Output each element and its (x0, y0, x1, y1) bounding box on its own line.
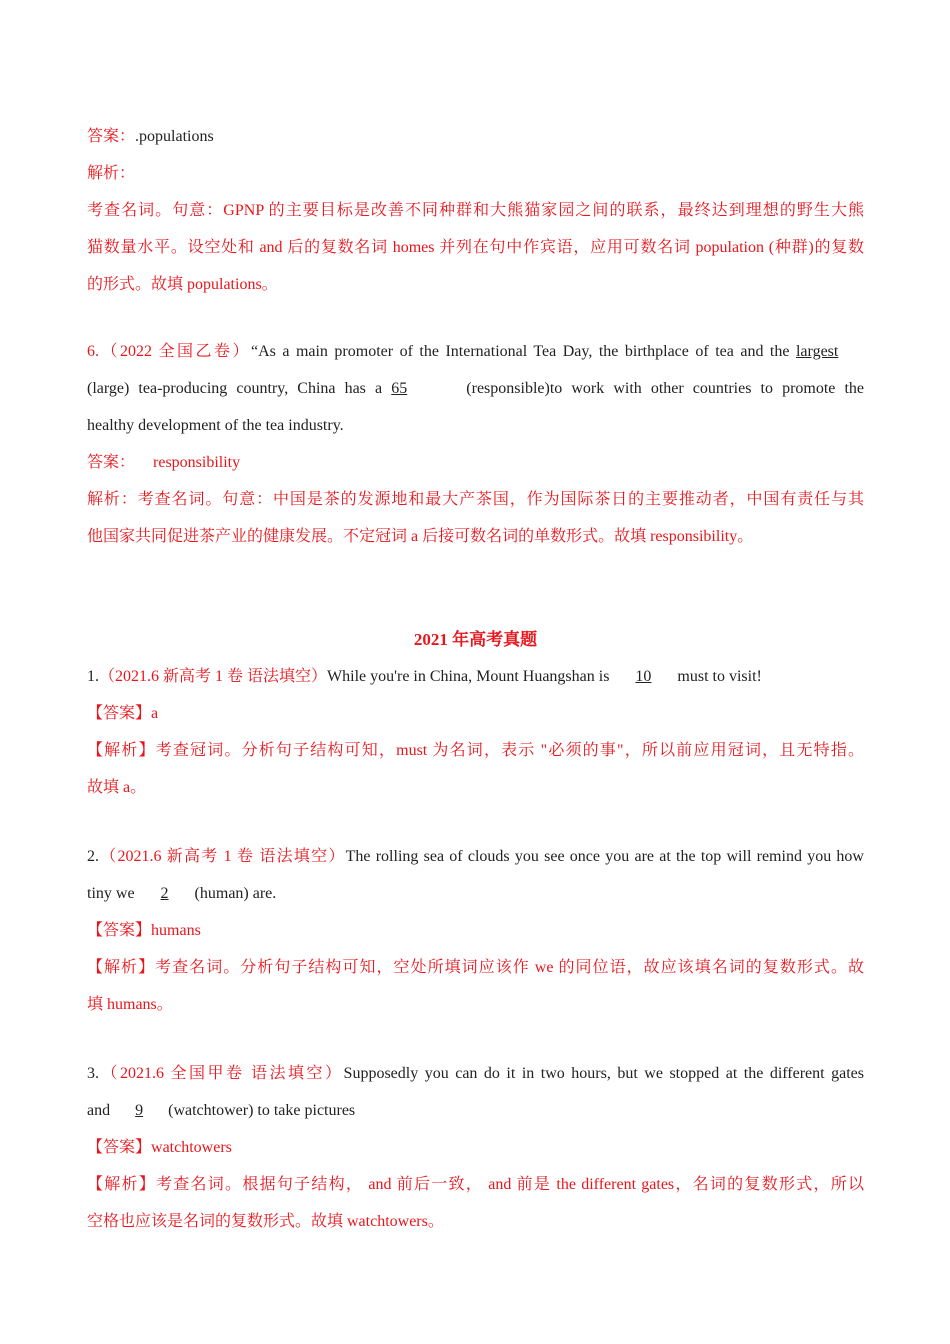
q3-number: 3. (87, 1065, 99, 1082)
q3-answer-value: watchtowers (151, 1139, 232, 1156)
q2-source: （2021.6 新高考 1 卷 语法填空） (99, 848, 346, 865)
q3-text-2b: (watchtower) to take pictures (168, 1102, 356, 1119)
prev-answer (87, 118, 864, 155)
q3-analysis-text-1: 考查名词。根据句子结构， and 前后一致， and 前是 the different gates，名词的复数形式，所以 (156, 1176, 864, 1193)
q1-analysis-line-2: 故填 a。 (87, 779, 147, 796)
q2-analysis-text-1: 考查名词。分析句子结构可知，空处所填词应该作 we 的同位语，故应该填名词的复数形式。故 (155, 959, 864, 976)
q1-analysis-line-1 (87, 732, 864, 769)
q6-text-2a: (large) tea-producing country, China has a (87, 380, 383, 397)
q2-blank: 2 (160, 885, 169, 902)
q1-text-b: must to visit! (677, 668, 762, 685)
q2-analysis-line-2: 填 humans。 (87, 996, 173, 1013)
prev-analysis-label: 解析： (87, 165, 136, 182)
q1-answer-value: a (151, 705, 159, 722)
q2-text-1: The rolling sea of clouds you see once you are at the top will remind you how (345, 848, 864, 865)
q1-answer-label: 【答案】 (87, 705, 152, 722)
q3-line-1 (87, 1055, 864, 1092)
q3-analysis-line-1 (87, 1166, 864, 1203)
q6-text-2b: (responsible)to work with other countries to promote the (466, 380, 865, 397)
q6-line-3: healthy development of the tea industry. (87, 417, 344, 434)
q3-blank: 9 (135, 1102, 144, 1119)
prev-answer-value: .populations (135, 128, 214, 145)
q6-answer-label: 答案： (87, 454, 136, 471)
q6-analysis-line-1: 解析：考查名词。句意：中国是茶的发源地和最大产茶国，作为国际茶日的主要推动者，中国有责任与其 (87, 491, 864, 508)
q3-line-2 (87, 1092, 864, 1129)
document-page (87, 118, 864, 1240)
q2-number: 2. (87, 848, 99, 865)
q2-answer-value: humans (151, 922, 201, 939)
q2-answer-label: 【答案】 (87, 922, 152, 939)
q6-blank-1: largest (795, 343, 839, 360)
q2-line-2 (87, 875, 864, 912)
q3-text-2a: and (87, 1102, 111, 1119)
q1-line-1 (87, 658, 864, 695)
q3-text-1: Supposedly you can do it in two hours, but we stopped at the different gates (343, 1065, 864, 1082)
q2-text-2b: (human) are. (194, 885, 277, 902)
q2-text-2a: tiny we (87, 885, 135, 902)
q3-analysis-line-2: 空格也应该是名词的复数形式。故填 watchtowers。 (87, 1213, 444, 1230)
q1-answer (87, 695, 864, 732)
prev-analysis-line-2: 猫数量水平。设空处和 and 后的复数名词 homes 并列在句中作宾语，应用可数名词 population (种群)的复数 (87, 239, 864, 256)
q1-number: 1. (87, 668, 99, 685)
q6-number-source: 6.（2022 全国乙卷） (87, 343, 251, 360)
section-title: 2021 年高考真题 (413, 630, 538, 649)
q2-answer (87, 912, 864, 949)
prev-answer-label: 答案： (87, 128, 136, 145)
q2-analysis-label: 【解析】 (87, 959, 156, 976)
q6-answer-value: responsibility (153, 454, 241, 471)
q1-blank: 10 (635, 668, 652, 685)
q1-analysis-text-1: 考查冠词。分析句子结构可知，must 为名词，表示 "必须的事"，所以前应用冠词，且无特指。 (155, 742, 864, 759)
q1-text-a: While you're in China, Mount Huangshan is (327, 668, 610, 685)
q3-source: （2021.6 全国甲卷 语法填空） (99, 1065, 344, 1082)
q2-line-1 (87, 838, 864, 875)
q6-analysis-line-2: 他国家共同促进茶产业的健康发展。不定冠词 a 后接可数名词的单数形式。故填 responsibility。 (87, 528, 754, 545)
q6-answer (87, 444, 864, 481)
q6-line-2 (87, 370, 864, 407)
q3-answer-label: 【答案】 (87, 1139, 152, 1156)
q3-answer (87, 1129, 864, 1166)
q3-analysis-label: 【解析】 (87, 1176, 157, 1193)
q1-analysis-label: 【解析】 (87, 742, 156, 759)
prev-analysis-line-1: 考查名词。句意：GPNP 的主要目标是改善不同种群和大熊猫家园之间的联系，最终达到理想的野生大熊 (87, 202, 864, 219)
q6-line-1 (87, 333, 864, 370)
q1-source: （2021.6 新高考 1 卷 语法填空） (99, 668, 328, 685)
q2-analysis-line-1 (87, 949, 864, 986)
q6-blank-2: 65 (391, 380, 408, 397)
q6-text-1: “As a main promoter of the International Tea Day, the birthplace of tea and the (250, 343, 790, 360)
prev-analysis-line-3: 的形式。故填 populations。 (87, 276, 278, 293)
